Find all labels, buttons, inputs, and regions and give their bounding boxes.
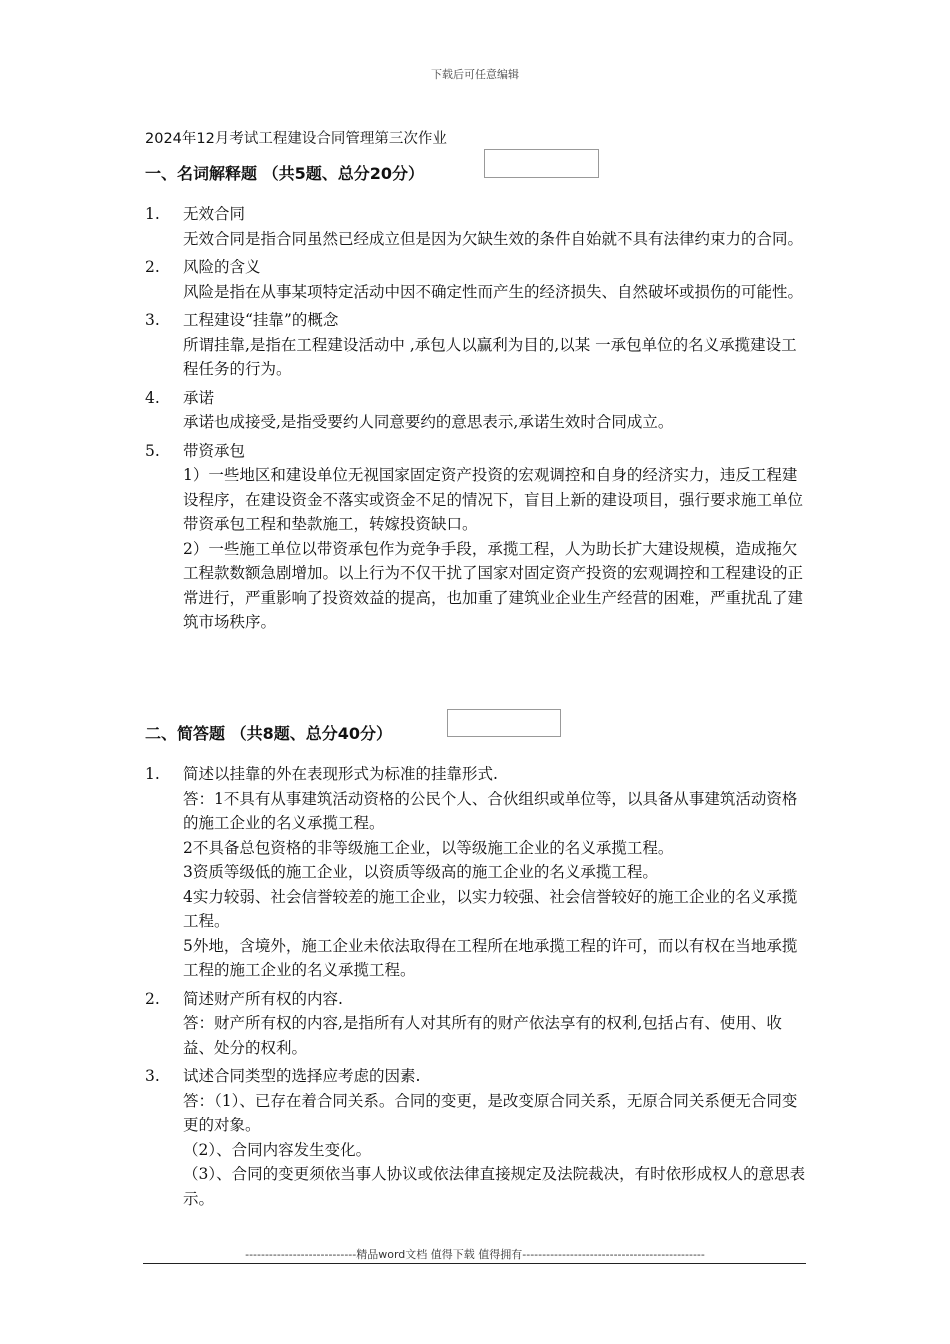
section-heading-short-answer: 二、简答题 （共8题、总分40分） [145, 724, 392, 743]
question-number: 5. [145, 441, 160, 460]
question-title: 无效合同 [183, 205, 246, 223]
question-list-section-1 [145, 202, 810, 635]
question-list-section-2 [145, 762, 810, 1211]
answer-text: （2）、合同内容发生变化。 [183, 1140, 372, 1159]
answer-text: 无效合同是指合同虽然已经成立但是因为欠缺生效的条件自始就不具有法律约束力的合同。 [183, 229, 804, 248]
question-item [145, 386, 810, 435]
answer-text: 答：财产所有权的内容,是指所有人对其所有的财产依法享有的权利,包括占有、使用、收益、处分的权利。 [183, 1014, 782, 1057]
answer-text: （3）、合同的变更须依当事人协议或依法律直接规定及法院裁决，有时依形成权人的意思表示。 [183, 1165, 806, 1208]
answer-text: 5外地，含境外，施工企业未依法取得在工程所在地承揽工程的许可，而以有权在当地承揽工程的施工企业的名义承揽工程。 [183, 936, 798, 979]
answer-text: 3资质等级低的施工企业，以资质等级高的施工企业的名义承揽工程。 [183, 863, 658, 881]
question-item [145, 1064, 810, 1211]
question-title: 试述合同类型的选择应考虑的因素. [183, 1067, 421, 1085]
question-item [145, 202, 810, 251]
answer-text: 答：（1）、已存在着合同关系。合同的变更，是改变原合同关系，无原合同关系便无合同变更的对象。 [183, 1091, 798, 1134]
question-title: 承诺 [183, 388, 215, 407]
answer-text: 所谓挂靠,是指在工程建设活动中 ,承包人以赢利为目的,以某 一承包单位的名义承揽建设工程任务的行为。 [183, 335, 797, 378]
footer-divider [143, 1263, 806, 1264]
question-number: 3. [145, 311, 160, 329]
question-number: 2. [145, 989, 160, 1008]
question-number: 3. [145, 1067, 160, 1085]
question-number: 1. [145, 765, 160, 783]
score-box-section-2[interactable] [447, 709, 561, 737]
answer-text: 2）一些施工单位以带资承包作为竞争手段，承揽工程，人为助长扩大建设规模，造成拖欠工程款数额急剧增加。以上行为不仅干扰了国家对固定资产投资的宏观调控和工程建设的正常进行，严重影响了投资效益的提高，也加重了建筑业企业生产经营的困难，严重扰乱了建筑市场秩序。 [183, 539, 804, 631]
answer-text: 2不具备总包资格的非等级施工企业，以等级施工企业的名义承揽工程。 [183, 838, 674, 857]
question-item [145, 308, 810, 382]
answer-text: 答：1不具有从事建筑活动资格的公民个人、合伙组织或单位等，以具备从事建筑活动资格的施工企业的名义承揽工程。 [183, 789, 798, 832]
question-item [145, 439, 810, 635]
question-title: 简述以挂靠的外在表现形式为标准的挂靠形式. [183, 765, 498, 783]
question-title: 工程建设“挂靠”的概念 [183, 311, 339, 329]
answer-text: 4实力较弱、社会信誉较差的施工企业，以实力较强、社会信誉较好的施工企业的名义承揽工程。 [183, 887, 798, 930]
answer-text: 风险是指在从事某项特定活动中因不确定性而产生的经济损失、自然破坏或损伤的可能性。 [183, 282, 804, 301]
question-number: 2. [145, 258, 160, 276]
answer-text: 承诺也成接受,是指受要约人同意要约的意思表示,承诺生效时合同成立。 [183, 413, 674, 431]
document-title: 2024年12月考试工程建设合同管理第三次作业 [145, 131, 447, 147]
question-item [145, 762, 810, 983]
score-box-section-1[interactable] [484, 149, 599, 178]
question-item [145, 255, 810, 304]
header-note: 下载后可任意编辑 [431, 68, 519, 81]
answer-text: 1）一些地区和建设单位无视国家固定资产投资的宏观调控和自身的经济实力，违反工程建设程序，在建设资金不落实或资金不足的情况下，盲目上新的建设项目，强行要求施工单位带资承包工程和垫款施工，转嫁投资缺口。 [183, 466, 804, 533]
question-title: 简述财产所有权的内容. [183, 989, 343, 1008]
section-heading-definitions: 一、名词解释题 （共5题、总分20分） [145, 164, 424, 183]
question-item [145, 987, 810, 1061]
footer-note: ----------------------------精品word文档 值得下载 值得拥有---------------------------------------------- [245, 1248, 705, 1261]
question-title: 风险的含义 [183, 258, 261, 276]
question-number: 4. [145, 388, 160, 407]
question-number: 1. [145, 205, 160, 223]
question-title: 带资承包 [183, 441, 246, 460]
